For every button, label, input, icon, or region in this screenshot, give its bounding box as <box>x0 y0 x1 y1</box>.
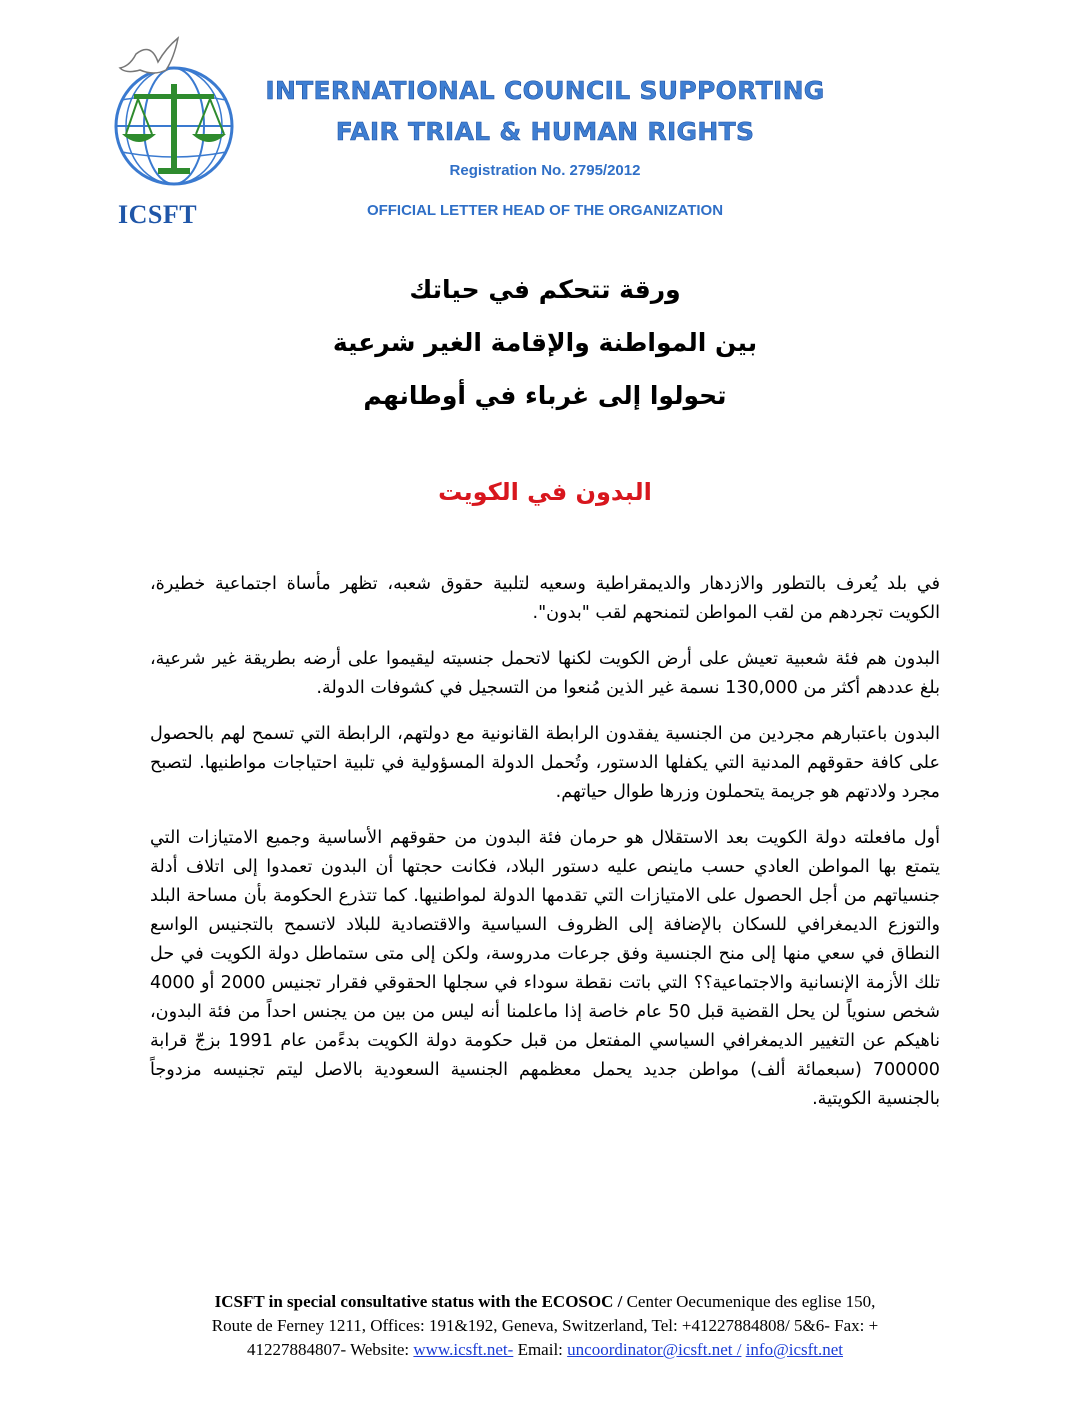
footer-address: Center Oecumenique des eglise 150, <box>622 1292 876 1311</box>
paragraph: البدون هم فئة شعبية تعيش على أرض الكويت لكنها لاتحمل جنسيته ليقيموا على أرضه بطريقة غير شرعية، بلغ عددهم أكثر من 130,000 نسمة غير الذين مُنعوا من التسجيل في كشوفات الدولة. <box>150 649 940 698</box>
footer-line-3 <box>120 1338 970 1362</box>
organization-logo <box>96 34 246 229</box>
footer-contact <box>120 1290 970 1362</box>
paragraph: في بلد يُعرف بالتطور والازدهار والديمقراطية وسعيه لتلبية حقوق شعبه، تظهر مأساة اجتماعية خطيرة، الكويت تجردهم من لقب المواطن لتمنحهم لقب "بدون". <box>150 574 940 623</box>
title-line-1: ورقة تتحكم في حياتك <box>409 275 681 304</box>
paragraph: البدون باعتبارهم مجردين من الجنسية يفقدون الرابطة القانونية مع دولتهم، الرابطة التي تسمح لهم بالحصول على كافة حقوقهم المدنية التي يكفلها الدستور، وتُحمل الدولة المسؤولية في تلبية احتياجات مواطنيها. لتصبح مجرد ولادتهم هو جريمة يتحملون وزرها طوال حياتهم. <box>150 724 940 802</box>
footer-line-1 <box>120 1290 970 1314</box>
organization-name-line-1: INTERNATIONAL COUNCIL SUPPORTING <box>265 76 825 105</box>
paragraph: أول مافعلته دولة الكويت بعد الاستقلال هو حرمان فئة البدون من حقوقهم الأساسية وجميع الامتيازات التي يتمتع بها المواطن العادي حسب ماينص عليه دستور البلاد، فكانت حجتها أن البدون تعمدوا إلى اتلاف أدلة جنسياتهم من أجل الحصول على الامتيازات التي تقدمها الدولة لمواطنيها. كما تتذرع الحكومة بأن مساحة البلد والتوزع الديمغرافي للسكان بالإضافة إلى الظروف السياسية والاقتصادية للبلاد لاتسمح بالتجنيس الواسع النطاق في سعي منها إلى منح الجنسية وفق جرعات مدروسة، ولكن إلى متى ستماطل دولة الكويت في حل تلك الأزمة الإنسانية والاجتماعية؟؟ التي باتت نقطة سوداء في سجلها الحقوقي فقرار تجنيس 2000 أو 4000 شخص سنوياً لن يحل القضية قبل 50 عام خاصة إذا ماعلمنا أنه ليس من بين من يجنس احداً من فئة البدون، ناهيكم عن التغيير الديمغرافي السياسي المفتعل من قبل حكومة دولة الكويت بدءًمن عام 1991 بزجّ قرابة 700000 (سبعمائة ألف) مواطن جديد يحمل معظمهم الجنسية السعودية بالاصل ليتم تجنيسه مزدوجاً بالجنسية الكويتية. <box>150 828 940 1109</box>
footer-fax-website-label: 41227884807- Website: <box>246 1340 414 1359</box>
footer-line-2: Route de Ferney 1211, Offices: 191&192, Geneva, Switzerland, Tel: +41227884808/ 5&6- Fax: + <box>211 1316 879 1335</box>
document-titles <box>150 263 940 422</box>
organization-name-line-2: FAIR TRIAL & HUMAN RIGHTS <box>335 117 755 146</box>
logo-text: ICSFT <box>118 200 198 229</box>
email-link-coordinator[interactable]: uncoordinator@icsft.net / <box>567 1340 742 1359</box>
footer-status: ICSFT in special consultative status with the ECOSOC / <box>214 1292 623 1311</box>
registration-number: Registration No. 2795/2012 <box>449 162 641 179</box>
website-link[interactable]: www.icsft.net- <box>413 1340 514 1359</box>
section-heading: البدون في الكويت <box>438 478 652 506</box>
organization-name <box>250 70 840 152</box>
email-label: Email: <box>513 1340 568 1359</box>
email-link-info[interactable]: info@icsft.net <box>745 1340 844 1359</box>
title-line-2: بين المواطنة والإقامة الغير شرعية <box>332 328 758 357</box>
document-body <box>150 570 940 1131</box>
globe-scales-dove-icon <box>96 34 246 194</box>
official-letterhead-label: OFFICIAL LETTER HEAD OF THE ORGANIZATION <box>366 202 724 219</box>
title-line-3: تحولوا إلى غرباء في أوطانهم <box>363 381 727 410</box>
